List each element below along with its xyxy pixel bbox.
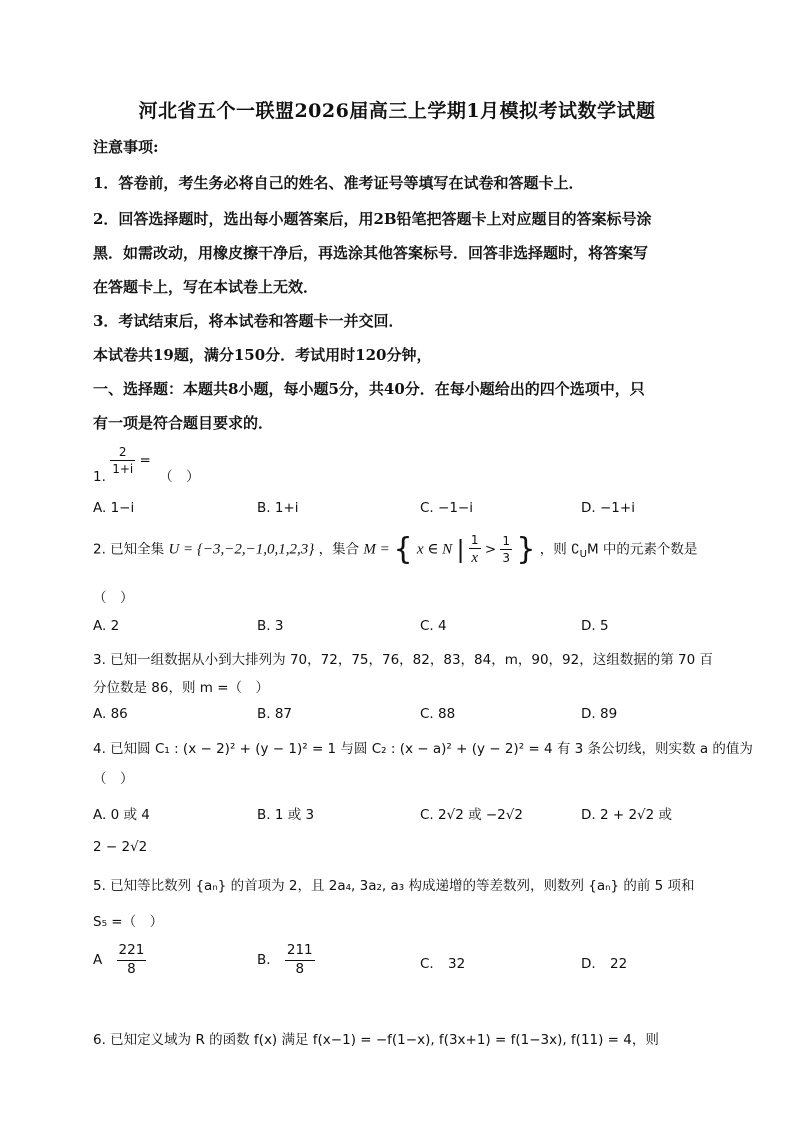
fraction-denominator: 8 [295, 960, 305, 977]
fraction-numerator: 1 [470, 532, 479, 547]
fraction-numerator: 2 [110, 446, 135, 461]
section-heading-line-2: 有一项是符合题目要求的． [93, 414, 274, 432]
q2-mid: ，集合 [318, 541, 360, 558]
q3-option-d: D. 89 [581, 706, 618, 722]
q5-option-c [420, 956, 465, 972]
option-value: 32 [448, 956, 466, 972]
question-5-line-2: S₅ =（ ） [93, 914, 164, 930]
option-label: D. [581, 956, 596, 972]
question-2 [93, 532, 697, 567]
q4-option-a: A. 0 或 4 [93, 807, 150, 823]
q5-option-b [257, 944, 315, 976]
notice-item-2-line-1: 2．回答选择题时，选出每小题答案后，用2B铅笔把答题卡上对应题目的答案标号涂 [93, 210, 652, 228]
question-1 [93, 445, 200, 485]
q4-option-b: B. 1 或 3 [257, 807, 315, 823]
question-5-line-1: 5. 已知等比数列 {aₙ} 的首项为 2，且 2a₄, 3a₂, a₃ 构成递增的等差数列，则数列 {aₙ} 的前 5 项和 [93, 878, 695, 894]
q5-option-d [581, 956, 627, 972]
q4-option-c: C. 2√2 或 −2√2 [420, 807, 523, 823]
question-number: 1. [93, 468, 106, 485]
complement-subscript: U [579, 549, 587, 561]
option-label: C. [420, 956, 434, 972]
q1-option-d: D. −1+i [581, 500, 635, 516]
q1-option-a: A. 1−i [93, 500, 135, 516]
q4-answer-blank: （ ） [93, 771, 134, 787]
q3-option-a: A. 86 [93, 706, 128, 722]
q2-option-c: C. 4 [420, 618, 447, 634]
set-m-body: x ∈ N [416, 541, 453, 558]
q1-option-b: B. 1+i [257, 500, 299, 516]
question-4-line-1: 4. 已知圆 C₁ : (x − 2)² + (y − 1)² = 1 与圆 C₂ : (x − a)² + (y − 2)² = 4 有 3 条公切线，则实数 a 的值为 [93, 741, 753, 757]
q3-option-b: B. 87 [257, 706, 293, 722]
fraction [110, 446, 135, 475]
option-label: B. [257, 952, 271, 968]
question-3-line-2: 分位数是 86，则 m =（ ） [93, 680, 270, 696]
right-brace-icon: } [516, 532, 536, 567]
q4-option-d: D. 2 + 2√2 或 [581, 807, 673, 823]
q2-option-a: A. 2 [93, 618, 120, 634]
option-fraction [117, 944, 147, 976]
notice-item-1: 1．答卷前，考生务必将自己的姓名、准考证号等填写在试卷和答题卡上． [93, 174, 584, 192]
divider-bar: | [456, 535, 465, 564]
question-6-line-1: 6. 已知定义域为 R 的函数 f(x) 满足 f(x−1) = −f(1−x), f(3x+1) = f(1−3x), f(11) = 4，则 [93, 1032, 659, 1048]
q3-option-c: C. 88 [420, 706, 456, 722]
fraction-one-over-x [469, 534, 481, 566]
notice-item-2-line-3: 在答题卡上，写在本试卷上无效． [93, 278, 319, 296]
set-u: U = {−3,−2,−1,0,1,2,3} [168, 541, 315, 558]
notice-item-2-line-2: 黑．如需改动，用橡皮擦干净后，再选涂其他答案标号．回答非选择题时，将答案写 [93, 244, 649, 262]
fraction-one-third [500, 535, 512, 564]
question-3-line-1: 3. 已知一组数据从小到大排列为 70，72，75，76，82，83，84，m，90，92，这组数据的第 70 百 [93, 652, 713, 668]
q2-end: ，则 ∁ [539, 541, 580, 558]
fraction-numerator: 1 [502, 534, 511, 548]
exam-summary: 本试卷共19题，满分150分．考试用时120分钟， [93, 346, 432, 364]
section-heading-line-1: 一、选择题：本题共8小题，每小题5分，共40分．在每小题给出的四个选项中，只 [93, 380, 645, 398]
greater-than-sign: > [484, 541, 497, 558]
notice-item-3: 3．考试结束后，将本试卷和答题卡一并交回． [93, 312, 404, 330]
set-m-label: M = [363, 541, 394, 558]
fraction-denominator: 1+i [112, 462, 134, 476]
q1-option-c: C. −1−i [420, 500, 473, 516]
equals-sign: = [139, 452, 151, 469]
fraction-numerator: 221 [117, 944, 147, 961]
answer-blank: （ ） [159, 468, 200, 485]
notice-heading: 注意事项: [93, 138, 159, 156]
option-value: 22 [609, 956, 628, 972]
fraction-denominator: x [471, 549, 479, 566]
left-brace-icon: { [393, 532, 413, 567]
fraction-denominator: 8 [127, 960, 136, 977]
q2-answer-blank: （ ） [93, 590, 134, 606]
q4-option-d-continued: 2 − 2√2 [93, 839, 148, 855]
q2-option-b: B. 3 [257, 618, 284, 634]
q2-option-d: D. 5 [581, 618, 609, 634]
q2-stem: 2. 已知全集 [93, 541, 165, 558]
q2-end-tail: M 中的元素个数是 [586, 541, 698, 558]
fraction-numerator: 211 [285, 944, 315, 961]
option-fraction [285, 944, 315, 976]
option-label: A [93, 952, 103, 968]
page-title: 河北省五个一联盟2026届高三上学期1月模拟考试数学试题 [138, 100, 656, 122]
fraction-denominator: 3 [502, 551, 511, 565]
q5-option-a [93, 944, 146, 976]
